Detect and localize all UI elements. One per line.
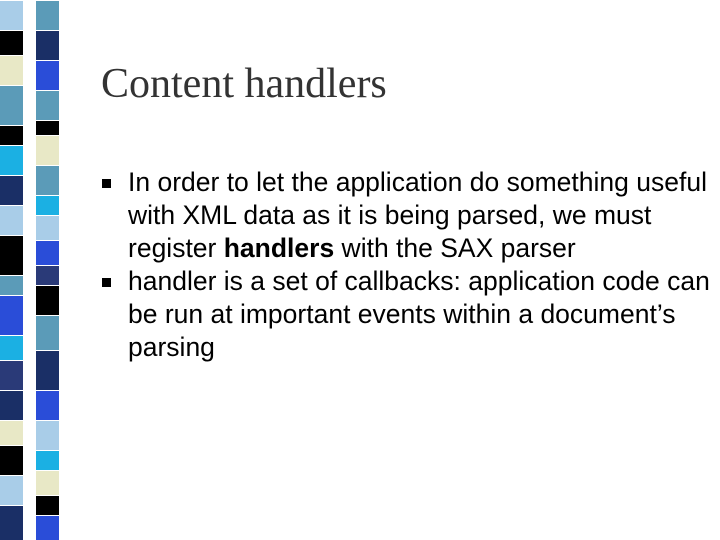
bullet-text-bold: handlers xyxy=(223,233,335,263)
bullet-item xyxy=(100,265,710,364)
stripe-block xyxy=(0,125,23,145)
stripe-block xyxy=(36,390,59,420)
stripe-block xyxy=(0,145,23,175)
stripe-block xyxy=(36,240,59,265)
bullet-square-icon xyxy=(102,278,111,287)
stripe-block xyxy=(36,195,59,215)
stripe-block xyxy=(0,0,23,30)
bullet-text: with the SAX parser xyxy=(334,233,576,263)
stripe-block xyxy=(0,55,23,85)
bullet-text: handler is a set of callbacks: application code can be run at important events within a document’s parsing xyxy=(128,266,710,362)
stripe-block xyxy=(36,515,59,540)
stripe-block xyxy=(36,90,59,120)
stripe-block xyxy=(0,205,23,235)
stripe-block xyxy=(36,30,59,60)
stripe-block xyxy=(0,335,23,360)
stripe-block xyxy=(36,285,59,315)
stripe-block xyxy=(0,85,23,125)
bullet-text: In order to let the application do something useful with XML data as it is being parsed, we must register xyxy=(128,167,707,263)
stripe-block xyxy=(36,470,59,495)
bullet-list xyxy=(100,166,710,364)
stripe-block xyxy=(0,360,23,390)
stripe-block xyxy=(36,265,59,285)
stripe-block xyxy=(0,295,23,335)
bullet-square-icon xyxy=(102,179,111,188)
stripe-block xyxy=(0,505,23,540)
bullet-item xyxy=(100,166,710,265)
stripe-block xyxy=(36,0,59,30)
decorative-stripe xyxy=(0,0,68,540)
stripe-block xyxy=(0,420,23,445)
stripe-block xyxy=(0,30,23,55)
stripe-block xyxy=(36,450,59,470)
stripe-block xyxy=(0,275,23,295)
stripe-block xyxy=(36,135,59,165)
stripe-block xyxy=(0,445,23,475)
slide-title: Content handlers xyxy=(101,61,387,107)
stripe-block xyxy=(0,235,23,275)
stripe-block xyxy=(36,495,59,515)
stripe-block xyxy=(0,475,23,505)
stripe-block xyxy=(36,420,59,450)
stripe-block xyxy=(36,60,59,90)
stripe-block xyxy=(0,175,23,205)
stripe-block xyxy=(0,390,23,420)
stripe-block xyxy=(36,165,59,195)
stripe-block xyxy=(36,120,59,135)
stripe-block xyxy=(36,215,59,240)
stripe-block xyxy=(36,350,59,390)
stripe-block xyxy=(36,315,59,350)
